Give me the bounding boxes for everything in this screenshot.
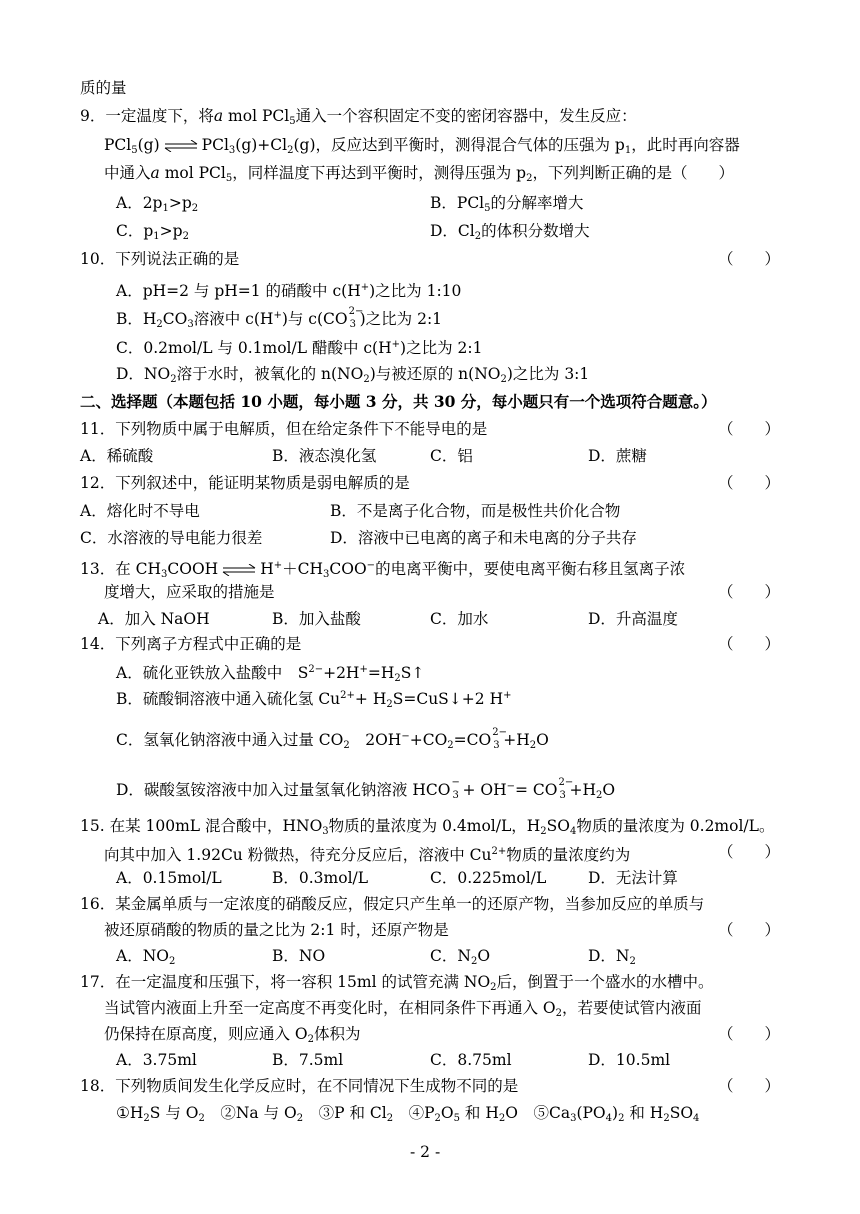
- q11-answer-paren: （ ）: [718, 420, 781, 438]
- q18-answer-paren: （ ）: [718, 1077, 781, 1095]
- header-continuation: 质的量: [80, 79, 127, 97]
- carbonate-ion-charge: 2− 3: [492, 727, 507, 751]
- q14-option-b: B．硫酸铜溶液中通入硫化氢 $Cu^{2+}+$ $H_2S=CuS↓+2$ H+: [116, 690, 512, 710]
- q18-items: $①H_2S$ 与 $O_2$ ②Na 与 $O_2$ ③P 和 $Cl_2$ $④P_2O_5$ 和 $H_2O$ $⑤Ca_3(PO_4)_2$ 和 $H_2SO_4$: [116, 1104, 700, 1124]
- q10-option-d: D．$NO_2$溶于水时，被氧化的 $n(NO_2)$与被还原的 $n(NO_2)$之比为 3:1: [116, 365, 590, 385]
- q10-option-c: C．0.2mol/L 与 0.1mol/L 醋酸中 c(H+)之比为 2:1: [116, 339, 483, 357]
- q15-option-d: D．无法计算: [588, 869, 678, 887]
- q11-stem: 11．下列物质中属于电解质，但在给定条件下不能导电的是: [80, 420, 488, 438]
- q17-option-b: B．7.5ml: [272, 1051, 344, 1069]
- q14-answer-paren: （ ）: [718, 635, 781, 653]
- q15-answer-paren: （ ）: [718, 843, 781, 861]
- q9-option-d: D．$Cl_2$的体积分数增大: [430, 222, 590, 242]
- q16-option-a: A．$NO_2$: [116, 947, 176, 967]
- carbonate-ion-charge: 2− 3: [558, 777, 574, 801]
- q17-option-a: A．3.75ml: [116, 1051, 197, 1069]
- section-heading: 二、选择题（本题包括 10 小题，每小题 3 分，共 30 分，每小题只有一个选项符合题意。）: [80, 392, 717, 411]
- q13-stem-line2: 度增大，应采取的措施是: [104, 583, 275, 601]
- q12-stem: 12．下列叙述中，能证明某物质是弱电解质的是: [80, 474, 410, 492]
- q15-option-c: C．0.225mol/L: [430, 869, 547, 887]
- q9-option-b: B．PCl$_5$的分解率增大: [430, 194, 584, 214]
- q12-option-b: B．不是离子化合物，而是极性共价化合物: [330, 502, 621, 520]
- q17-stem-line1: 17．在一定温度和压强下，将一容积 15ml 的试管充满 $NO_2$后，倒置于一个盛水的水槽中。: [80, 973, 714, 993]
- bicarbonate-ion-charge: − 3: [451, 777, 460, 801]
- q13-option-b: B．加入盐酸: [272, 610, 361, 628]
- equilibrium-arrow-icon: [163, 140, 199, 152]
- q9-option-c: C．$p_1>p_2$: [116, 222, 189, 242]
- carbonate-ion-charge: 2− 3: [348, 306, 364, 330]
- q11-option-d: D．蔗糖: [588, 447, 647, 465]
- q17-option-d: D．10.5ml: [588, 1051, 671, 1069]
- q11-option-a: A．稀硫酸: [80, 447, 154, 465]
- q10-stem: 10．下列说法正确的是: [80, 250, 240, 268]
- q13-option-c: C．加水: [430, 610, 489, 628]
- q14-stem: 14．下列离子方程式中正确的是: [80, 635, 302, 653]
- q9-stem-line1: 9．一定温度下，将a mol PCl$_5$通入一个容积固定不变的密闭容器中，发生反应：: [80, 107, 637, 127]
- q12-option-d: D．溶液中已电离的离子和未电离的分子共存: [330, 529, 637, 547]
- q17-stem-line2: 当试管内液面上升至一定高度不再变化时，在相同条件下再通入 $O_2$，若要使试管内液面: [104, 999, 702, 1019]
- q15-option-b: B．0.3mol/L: [272, 869, 369, 887]
- q11-option-c: C．铝: [430, 447, 473, 465]
- q10-option-b: B．$H_2CO_3$溶液中 c(H+)与 c(CO 2− 3 )之比为 2:1: [116, 306, 443, 330]
- q16-stem-line2: 被还原硝酸的物质的量之比为 2:1 时，还原产物是: [104, 921, 449, 939]
- q16-answer-paren: （ ）: [718, 921, 781, 939]
- q10-answer-paren: （ ）: [718, 250, 781, 268]
- q9-stem-line3: 中通入a mol PCl$_5$，同样温度下再达到平衡时，测得压强为 $p_2$，下列判断正确的是（ ）: [104, 164, 734, 184]
- q14-option-d: D．碳酸氢铵溶液中加入过量氢氧化钠溶液 HCO − 3 + OH−= CO 2− 3 $+H_2O$: [116, 777, 616, 801]
- q16-option-c: C．$N_2O$: [430, 947, 491, 967]
- q13-option-a: A．加入 NaOH: [98, 610, 210, 628]
- equilibrium-arrow-icon: [221, 564, 257, 576]
- q17-stem-line3: 仍保持在原高度，则应通入 $O_2$体积为: [104, 1025, 361, 1045]
- q9-option-a: A．$2p_1>p_2$: [116, 194, 199, 214]
- page-number: - 2 -: [410, 1143, 441, 1161]
- q12-option-a: A．熔化时不导电: [80, 502, 200, 520]
- q12-option-c: C．水溶液的导电能力很差: [80, 529, 263, 547]
- q15-stem-line1: 15. 在某 100mL 混合酸中，$HNO_3$物质的量浓度为 0.4mol/L，$H_2SO_4$物质的量浓度为 0.2mol/L。: [80, 817, 775, 837]
- q16-stem-line1: 16．某金属单质与一定浓度的硝酸反应，假定只产生单一的还原产物，当参加反应的单质与: [80, 895, 705, 913]
- q17-option-c: C．8.75ml: [430, 1051, 512, 1069]
- q18-stem: 18．下列物质间发生化学反应时，在不同情况下生成物不同的是: [80, 1077, 519, 1095]
- q15-option-a: A．0.15mol/L: [116, 869, 222, 887]
- q11-option-b: B．液态溴化氢: [272, 447, 377, 465]
- q12-answer-paren: （ ）: [718, 474, 781, 492]
- q16-option-b: B．NO: [272, 947, 326, 965]
- q10-option-a: A．pH=2 与 pH=1 的硝酸中 c(H+)之比为 1:10: [116, 282, 462, 300]
- q13-stem-line1: 13．在 $CH_3COOH$ $H^++CH_3COO^-$的电离平衡中，要使电离平衡右移且氢离子浓: [80, 560, 686, 580]
- q17-answer-paren: （ ）: [718, 1025, 781, 1043]
- q14-option-a: A．硫化亚铁放入盐酸中 $S^{2-}+2H^+=H_2S↑$: [116, 664, 425, 684]
- q14-option-c: C．氢氧化钠溶液中通入过量 $CO_2$ $2OH^-+CO_2=CO$ 2− 3 $+H_2O$: [116, 727, 549, 751]
- q13-answer-paren: （ ）: [718, 583, 781, 601]
- q16-option-d: D．$N_2$: [588, 947, 636, 967]
- q15-stem-line2: 向其中加入 1.92Cu 粉微热，待充分反应后，溶液中 $Cu^{2+}$物质的量浓度约为: [104, 846, 631, 864]
- q13-option-d: D．升高温度: [588, 610, 678, 628]
- q9-equation-line: PCl$_5$(g) $PCl_3(g)+Cl_2(g)$，反应达到平衡时，测得混合气体的压强为 $p_1$，此时再向容器: [104, 136, 740, 156]
